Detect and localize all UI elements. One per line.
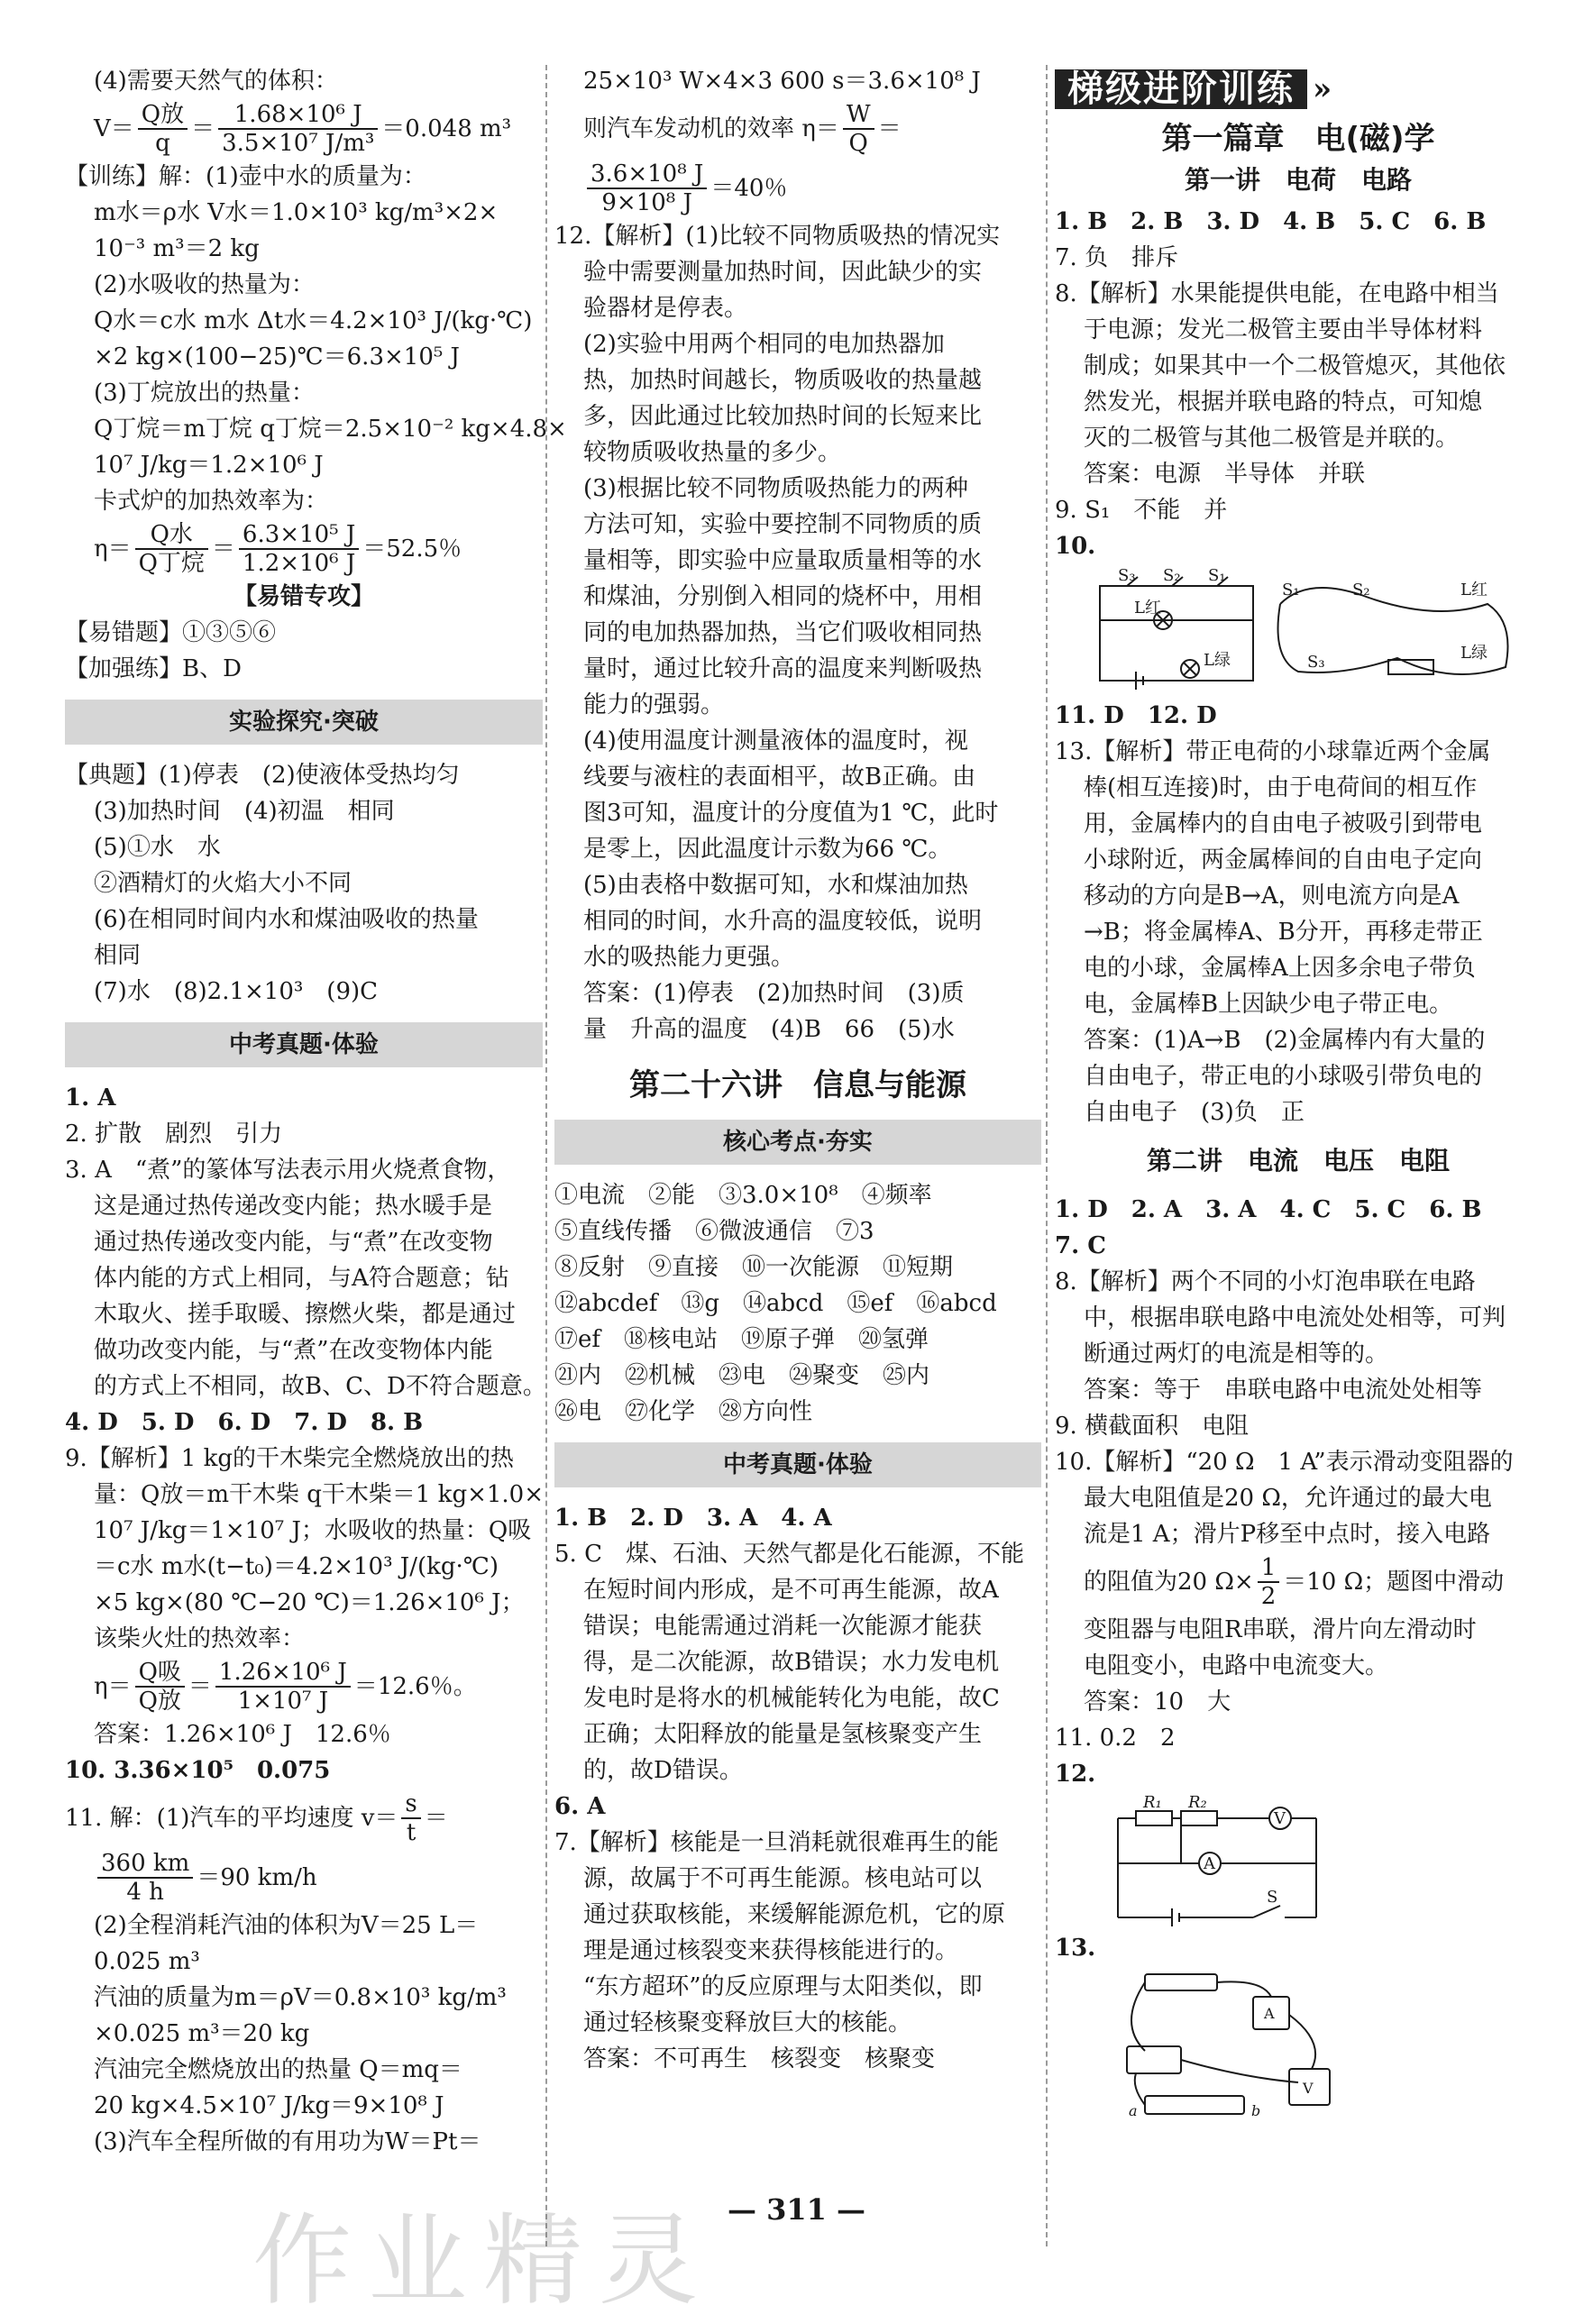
text-line: 热，加热时间越长，物质吸收的热量越 <box>583 367 983 394</box>
formula-thermal-efficiency: η＝ $\frac{\text{Q吸}}{\text{Q放}}$ ＝ $\frac{\text{1.26×10⁶ J}}{\text{1×10⁷ J}}$ ＝12.6％。 <box>94 1659 477 1715</box>
text-line: 图3可知，温度计的分度值为1 ℃，此时 <box>583 800 999 827</box>
text-line: ⑫abcdef ⑬g ⑭abcd ⑮ef ⑯abcd <box>554 1290 997 1317</box>
text-line: ①电流 ②能 ③3.0×10⁸ ④频率 <box>554 1182 932 1209</box>
text-line: 量时，通过比较升高的温度来判断吸热 <box>583 655 983 682</box>
text-line: (7)水 (8)2.1×10³ (9)C <box>94 978 379 1005</box>
text-line: 汽油的质量为m＝ρV＝0.8×10³ kg/m³ <box>94 1984 507 2011</box>
text-line: 通过轻核聚变释放巨大的核能。 <box>583 2009 912 2036</box>
text-line: 5. C 煤、石油、天然气都是化石能源，不能 <box>554 1541 1024 1568</box>
circuit-diagram-series <box>1109 1796 1343 1926</box>
answer-line: 量 升高的温度 (4)B 66 (5)水 <box>583 1016 955 1043</box>
watermark: 作业精灵 <box>252 2203 714 2319</box>
section-banner: 实验探究·突破 <box>65 700 543 745</box>
formula-resistance: 的阻值为20 Ω× $\frac{1}{2}$ ＝10 Ω；题图中滑动 <box>1084 1554 1505 1610</box>
page-number: — 311 — <box>727 2192 866 2227</box>
text-line: 正确；太阳释放的能量是氢核聚变产生 <box>583 1721 983 1748</box>
circuit-wiring-diagram <box>1109 1970 1343 2123</box>
text-line: ×2 kg×(100−25)℃＝6.3×10⁵ J <box>94 343 460 371</box>
text-line: ②酒精灯的火焰大小不同 <box>94 870 352 897</box>
text-line: 10. <box>1055 533 1096 560</box>
label-terminal-a: a <box>1129 2102 1138 2119</box>
text-line: 10⁷ J/kg＝1×10⁷ J；水吸收的热量：Q吸 <box>94 1517 532 1544</box>
text-line: (3)丁烷放出的热量： <box>94 380 315 407</box>
text-line: 较物质吸收热量的多少。 <box>583 439 842 466</box>
label-lamp-red-physical: L红 <box>1460 581 1488 599</box>
section-banner: 中考真题·体验 <box>554 1442 1041 1487</box>
text-line: 的方式上不相同，故B、C、D不符合题意。 <box>94 1373 546 1400</box>
text-line: 8.【解析】水果能提供电能，在电路中相当 <box>1055 280 1499 307</box>
text-line: 8.【解析】两个不同的小灯泡串联在电路 <box>1055 1268 1476 1295</box>
text-line: 的，故D错误。 <box>583 1757 743 1784</box>
text-line: 相同 <box>94 942 142 969</box>
text-line: 验器材是停表。 <box>583 295 748 322</box>
text-line: 量：Q放＝m干木柴 q干木柴＝1 kg×1.0× <box>94 1481 545 1508</box>
text-line: 【易错题】①③⑤⑥ <box>65 619 277 646</box>
text-line: 能力的强弱。 <box>583 691 725 718</box>
text-line: 发电时是将水的机械能转化为电能，故C <box>583 1685 1000 1712</box>
text-line: 木取火、搓手取暖、擦燃火柴，都是通过 <box>94 1301 517 1328</box>
answer-line: 答案：等于 串联电路中电流处处相等 <box>1084 1377 1483 1404</box>
label-s2-physical: S₂ <box>1352 581 1370 599</box>
text-line: 最大电阻值是20 Ω，允许通过的最大电 <box>1084 1485 1492 1512</box>
text-line: 和煤油，分别倒入相同的烧杯中，用相 <box>583 583 983 610</box>
section-header <box>1055 63 1542 115</box>
text-line: 量相等，即实验中应量取质量相等的水 <box>583 547 983 574</box>
formula-engine-efficiency: 则汽车发动机的效率 η＝ $\frac{W}{Q}$ ＝ <box>583 101 902 157</box>
text-line: 该柴火灶的热效率： <box>94 1625 306 1652</box>
text-line: 制成；如果其中一个二极管熄灭，其他依 <box>1084 352 1506 380</box>
text-line: 相同的时间，水升高的温度较低，说明 <box>583 908 983 935</box>
text-line: 然发光，根据并联电路的特点，可知熄 <box>1084 389 1483 416</box>
formula-engine-efficiency-value: $\frac{\text{3.6×10⁸ J}}{\text{9×10⁸ J}}$ ＝40％ <box>554 159 1041 218</box>
chapter-title: 第一篇章 电(磁)学 <box>1161 121 1435 157</box>
text-line: 同的电加热器加热，当它们吸收相同热 <box>583 619 983 646</box>
answer-line: 答案：电源 半导体 并联 <box>1084 461 1366 488</box>
answer-line: 答案：1.26×10⁶ J 12.6％ <box>94 1721 391 1748</box>
label-lamp-green-physical: L绿 <box>1460 644 1488 663</box>
column-2 <box>554 63 1041 2077</box>
text-line: 通过热传递改变内能，与“煮”在改变物 <box>94 1229 493 1256</box>
text-line: 理是通过核裂变来获得核能进行的。 <box>583 1937 959 1964</box>
text-line: 方法可知，实验中要控制不同物质的质 <box>583 511 983 538</box>
circuit-diagram-parallel <box>1091 568 1524 694</box>
text-line: 在短时间内形成，是不可再生能源，故A <box>583 1577 999 1604</box>
text-line: 小球附近，两金属棒间的自由电子定向 <box>1084 846 1483 874</box>
text-line: 于电源；发光二极管主要由半导体材料 <box>1084 316 1483 343</box>
text-line: 得，是二次能源，故B错误；水力发电机 <box>583 1649 1000 1676</box>
text-line: ⑧反射 ⑨直接 ⑩一次能源 ⑪短期 <box>554 1254 954 1281</box>
text-line: 0.025 m³ <box>94 1948 200 1975</box>
text-line: ×0.025 m³＝20 kg <box>94 2020 310 2047</box>
label-s3-physical: S₃ <box>1307 653 1325 672</box>
text-line: 12.【解析】(1)比较不同物质吸热的情况实 <box>554 223 1001 250</box>
text-line: (2)实验中用两个相同的电加热器加 <box>583 331 945 358</box>
answer-line: 答案：(1)停表 (2)加热时间 (3)质 <box>583 980 965 1007</box>
text-line: (2)水吸收的热量为： <box>94 271 315 298</box>
text-line: “东方超环”的反应原理与太阳类似，即 <box>583 1973 983 2000</box>
text-line: ⑤直线传播 ⑥微波通信 ⑦3 <box>554 1218 874 1245</box>
text-line: 电的小球，金属棒A上因多余电子带负 <box>1084 955 1476 982</box>
formula-efficiency: η＝ $\frac{\text{Q水}}{\text{Q丁烷}}$ ＝ $\frac{\text{6.3×10⁵ J}}{\text{1.2×10⁶ J}}$ ＝52.5％ <box>94 521 462 577</box>
column-divider-1 <box>545 65 547 2246</box>
text-line: 水的吸热能力更强。 <box>583 944 795 971</box>
text-line: 卡式炉的加热效率为： <box>94 488 329 515</box>
text-line: (4)使用温度计测量液体的温度时，视 <box>583 727 968 755</box>
text-line: 6. A <box>554 1793 606 1820</box>
text-line: (5)①水 水 <box>94 834 221 861</box>
text-line: ⑰ef ⑱核电站 ⑲原子弹 ⑳氢弹 <box>554 1326 929 1353</box>
text-line: 10⁷ J/kg＝1.2×10⁶ J <box>94 452 324 479</box>
text-line: 10. 3.36×10⁵ 0.075 <box>65 1757 331 1784</box>
text-line: 用，金属棒内的自由电子被吸引到带电 <box>1084 810 1483 837</box>
label-ammeter: A <box>1264 2005 1275 2022</box>
text-line: 灭的二极管与其他二极管是并联的。 <box>1084 425 1460 452</box>
label-voltmeter: V <box>1274 1809 1286 1828</box>
text-line: 1. B 2. B 3. D 4. B 5. C 6. B <box>1055 208 1487 235</box>
text-line: (5)由表格中数据可知，水和煤油加热 <box>583 872 968 899</box>
text-line: →B；将金属棒A、B分开，再移走带正 <box>1084 919 1483 946</box>
text-line: 25×10³ W×4×3 600 s＝3.6×10⁸ J <box>583 68 981 95</box>
text-line: 是零上，因此温度计示数为66 ℃。 <box>583 836 952 863</box>
text-line: (4)需要天然气的体积： <box>94 68 338 95</box>
formula-speed: 11. 解：(1)汽车的平均速度 v＝ $\frac{s}{t}$ ＝ <box>65 1790 448 1846</box>
section-header-title: 梯级进阶训练 <box>1055 69 1307 109</box>
text-line: 断通过两灯的电流是相等的。 <box>1084 1340 1389 1368</box>
formula-gas-volume: V＝ $\frac{\text{Q放}}{q}$ ＝ $\frac{\text{1.68×10⁶ J}}{\text{3.5×10⁷ J/m³}}$ ＝0.048 m³ <box>94 101 512 157</box>
text-line: 20 kg×4.5×10⁷ J/kg＝9×10⁸ J <box>94 2092 444 2119</box>
label-s3: S₃ <box>1118 568 1136 585</box>
text-line: 1. B 2. D 3. A 4. A <box>554 1505 832 1532</box>
text-line: 源，故属于不可再生能源。核电站可以 <box>583 1865 983 1892</box>
text-line: Q水＝c水 m水 Δt水＝4.2×10³ J/(kg·℃) <box>94 307 533 334</box>
text-line: 10.【解析】“20 Ω 1 A”表示滑动变阻器的 <box>1055 1449 1514 1476</box>
label-voltmeter: V <box>1303 2080 1314 2097</box>
text-line: 11. 0.2 2 <box>1055 1725 1176 1752</box>
answer-line: 答案：(1)A→B (2)金属棒内有大量的 <box>1084 1027 1486 1054</box>
double-chevron-icon: » <box>1313 71 1332 107</box>
text-line: 电阻变小，电路中电流变大。 <box>1084 1652 1389 1679</box>
text-line: 流是1 A；滑片P移至中点时，接入电路 <box>1084 1521 1491 1548</box>
column-3 <box>1055 63 1542 2127</box>
text-line: 1. A <box>65 1084 116 1112</box>
text-line: 汽油完全燃烧放出的热量 Q＝mq＝ <box>94 2056 462 2083</box>
text-line: 电，金属棒B上因缺少电子带正电。 <box>1084 991 1453 1018</box>
label-ammeter: A <box>1204 1854 1215 1873</box>
text-line: 【典题】(1)停表 (2)使液体受热均匀 <box>65 762 460 789</box>
section-title: 【易错专攻】 <box>233 583 374 610</box>
text-line: 通过获取核能，来缓解能源危机，它的原 <box>583 1901 1006 1928</box>
text-line: 做功改变内能，与“煮”在改变物体内能 <box>94 1337 493 1364</box>
text-line: 3. A “煮”的篆体写法表示用火烧煮食物， <box>65 1157 511 1184</box>
text-line: 线要与液柱的表面相平，故B正确。由 <box>583 764 976 791</box>
text-line: Q丁烷＝m丁烷 q丁烷＝2.5×10⁻² kg×4.8× <box>94 416 567 443</box>
label-lamp-green: L绿 <box>1204 651 1231 670</box>
text-line: 9. 横截面积 电阻 <box>1055 1413 1250 1440</box>
text-line: 13.【解析】带正电荷的小球靠近两个金属 <box>1055 738 1491 765</box>
label-switch: S <box>1267 1888 1278 1907</box>
text-line: 11. D 12. D <box>1055 702 1217 729</box>
text-line: 7. C <box>1055 1232 1106 1259</box>
text-line: 10⁻³ m³＝2 kg <box>94 235 260 262</box>
label-s1-physical: S₁ <box>1282 581 1300 599</box>
section-banner: 中考真题·体验 <box>65 1022 543 1067</box>
text-line: 错误；电能需通过消耗一次能源才能获 <box>583 1613 983 1640</box>
answer-line: 自由电子 (3)负 正 <box>1084 1099 1305 1126</box>
text-line: 7.【解析】核能是一旦消耗就很难再生的能 <box>554 1829 999 1856</box>
lesson-title: 第一讲 电荷 电路 <box>1184 165 1412 195</box>
text-line: 【训练】解：(1)壶中水的质量为： <box>65 163 426 190</box>
text-line: (3)汽车全程所做的有用功为W＝Pt＝ <box>94 2128 481 2155</box>
text-line: 多，因此通过比较加热时间的长短来比 <box>583 403 983 430</box>
column-1 <box>65 63 567 2160</box>
text-line: (6)在相同时间内水和煤油吸收的热量 <box>94 906 479 933</box>
label-r2: R₂ <box>1188 1796 1207 1812</box>
column-divider-2 <box>1046 65 1048 2246</box>
text-line: 中，根据串联电路中电流处处相等，可判 <box>1084 1304 1506 1331</box>
text-line: 4. D 5. D 6. D 7. D 8. B <box>65 1409 424 1436</box>
answer-line: 答案：不可再生 核裂变 核聚变 <box>583 2045 936 2072</box>
text-line: 9.【解析】1 kg的干木柴完全燃烧放出的热 <box>65 1445 515 1472</box>
text-line: ×5 kg×(80 ℃−20 ℃)＝1.26×10⁶ J； <box>94 1589 525 1616</box>
text-line: (3)加热时间 (4)初温 相同 <box>94 798 395 825</box>
text-line: ＝c水 m水(t−t₀)＝4.2×10³ J/(kg·℃) <box>94 1553 499 1580</box>
label-s2: S₂ <box>1163 568 1181 585</box>
text-line: 【加强练】B、D <box>65 655 242 682</box>
label-terminal-b: b <box>1251 2102 1261 2119</box>
text-line: ㉑内 ㉒机械 ㉓电 ㉔聚变 ㉕内 <box>554 1362 930 1389</box>
text-line: 验中需要测量加热时间，因此缺少的实 <box>583 259 983 286</box>
text-line: ㉖电 ㉗化学 ㉘方向性 <box>554 1398 813 1425</box>
text-line: 2. 扩散 剧烈 引力 <box>65 1121 283 1148</box>
text-line: (3)根据比较不同物质吸热能力的两种 <box>583 475 968 502</box>
text-line: 9. S₁ 不能 并 <box>1055 497 1228 524</box>
text-line: 这是通过热传递改变内能；热水暖手是 <box>94 1193 493 1220</box>
text-line: (2)全程消耗汽油的体积为V＝25 L＝ <box>94 1912 479 1939</box>
text-line: 1. D 2. A 3. A 4. C 5. C 6. B <box>1055 1196 1482 1223</box>
label-s1: S₁ <box>1208 568 1226 585</box>
text-line: 移动的方向是B→A，则电流方向是A <box>1084 883 1460 910</box>
lesson-title: 第二讲 电流 电压 电阻 <box>1146 1146 1450 1176</box>
text-line: 体内能的方式上相同，与A符合题意；钻 <box>94 1265 509 1292</box>
section-banner: 核心考点·夯实 <box>554 1120 1041 1165</box>
text-line: 12. <box>1055 1761 1096 1788</box>
text-line: m水＝ρ水 V水＝1.0×10³ kg/m³×2× <box>94 199 499 226</box>
answer-line: 自由电子，带正电的小球吸引带负电的 <box>1084 1063 1483 1090</box>
text-line: 变阻器与电阻R串联，滑片向左滑动时 <box>1084 1616 1477 1643</box>
text-line: 7. 负 排斥 <box>1055 244 1179 271</box>
formula-speed-value: $\frac{360 km}{4 h}$ ＝90 km/h <box>65 1848 543 1908</box>
chapter-title: 第二十六讲 信息与能源 <box>629 1067 966 1103</box>
label-lamp-red: L红 <box>1134 599 1161 618</box>
label-r1: R₁ <box>1143 1796 1162 1812</box>
text-line: 13. <box>1055 1935 1096 1962</box>
answer-line: 答案：10 大 <box>1084 1688 1231 1716</box>
text-line: 棒(相互连接)时，由于电荷间的相互作 <box>1084 774 1478 801</box>
